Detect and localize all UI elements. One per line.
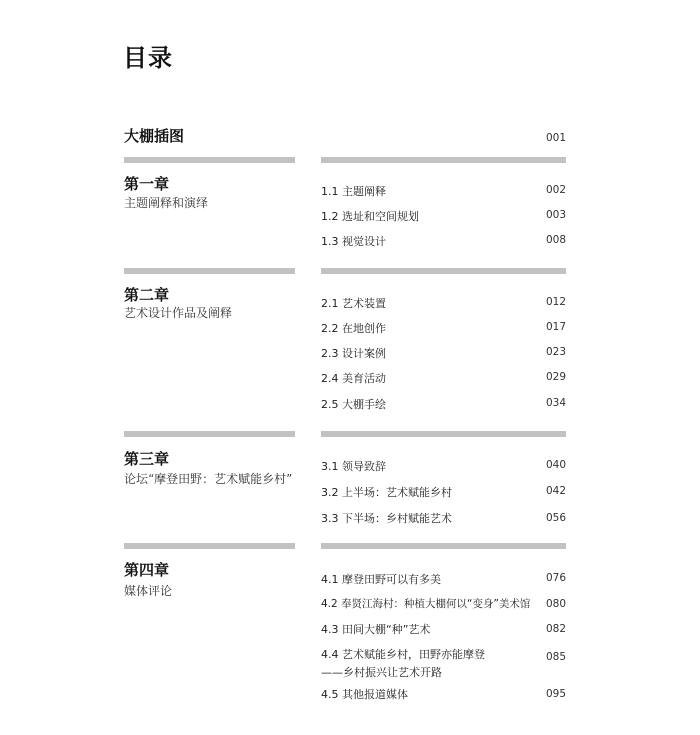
toc-entry-2-3[interactable]: 2.3 设计案例 — [321, 347, 386, 360]
toc-entry-4-3[interactable]: 4.3 田间大棚“种”艺术 — [321, 623, 431, 636]
chapter-4-divider-left — [124, 543, 295, 549]
chapter-4-divider-right — [321, 543, 566, 549]
chapter-1-subtitle: 主题阐释和演绎 — [124, 196, 209, 210]
toc-page-2-4: 029 — [545, 371, 566, 383]
chapter-1-heading: 第一章 — [124, 175, 170, 193]
chapter-3-divider-right — [321, 431, 566, 437]
toc-entry-1-2[interactable]: 1.2 选址和空间规划 — [321, 210, 419, 223]
toc-page-3-1: 040 — [545, 459, 566, 471]
toc-page-2-5: 034 — [545, 397, 566, 409]
toc-page-4-3: 082 — [545, 623, 566, 635]
toc-entry-4-4-subtitle[interactable]: ——乡村振兴让艺术开路 — [321, 666, 442, 679]
toc-page-2-2: 017 — [545, 321, 566, 333]
top-entry-title[interactable]: 大棚插图 — [124, 127, 185, 145]
toc-page-1-2: 003 — [545, 209, 566, 221]
chapter-4-subtitle: 媒体评论 — [124, 584, 173, 598]
toc-entry-2-2[interactable]: 2.2 在地创作 — [321, 322, 386, 335]
chapter-3-heading: 第三章 — [124, 450, 170, 468]
chapter-3-divider-left — [124, 431, 295, 437]
toc-page-1-3: 008 — [545, 234, 566, 246]
chapter-2-subtitle: 艺术设计作品及阐释 — [124, 306, 233, 320]
chapter-2-divider-left — [124, 268, 295, 274]
chapter-2-heading: 第二章 — [124, 286, 170, 304]
toc-page-2-3: 023 — [545, 346, 566, 358]
toc-entry-3-1[interactable]: 3.1 领导致辞 — [321, 460, 386, 473]
toc-entry-4-5[interactable]: 4.5 其他报道媒体 — [321, 688, 408, 701]
chapter-4-heading: 第四章 — [124, 561, 170, 579]
toc-entry-1-3[interactable]: 1.3 视觉设计 — [321, 235, 386, 248]
toc-page-4-1: 076 — [545, 572, 566, 584]
toc-entry-4-1[interactable]: 4.1 摩登田野可以有多美 — [321, 573, 441, 586]
toc-entry-2-5[interactable]: 2.5 大棚手绘 — [321, 398, 386, 411]
toc-entry-1-1[interactable]: 1.1 主题阐释 — [321, 185, 386, 198]
chapter-1-divider-left — [124, 157, 295, 163]
toc-entry-3-3[interactable]: 3.3 下半场：乡村赋能艺术 — [321, 512, 452, 525]
toc-entry-4-2[interactable]: 4.2 奉贤江海村：种植大棚何以“变身”美术馆 — [321, 598, 531, 610]
toc-entry-2-1[interactable]: 2.1 艺术装置 — [321, 297, 386, 310]
chapter-1-divider-right — [321, 157, 566, 163]
toc-page-4-4: 085 — [545, 651, 566, 663]
toc-entry-4-4[interactable]: 4.4 艺术赋能乡村，田野亦能摩登 — [321, 648, 485, 661]
chapter-2-divider-right — [321, 268, 566, 274]
top-entry-page: 001 — [545, 132, 566, 144]
toc-page-3-2: 042 — [545, 485, 566, 497]
toc-entry-2-4[interactable]: 2.4 美育活动 — [321, 372, 386, 385]
toc-page-1-1: 002 — [545, 184, 566, 196]
toc-page-2-1: 012 — [545, 296, 566, 308]
toc-page-4-5: 095 — [545, 688, 566, 700]
toc-page-3-3: 056 — [545, 512, 566, 524]
page-title: 目录 — [123, 44, 173, 72]
toc-entry-3-2[interactable]: 3.2 上半场：艺术赋能乡村 — [321, 486, 452, 499]
chapter-3-subtitle: 论坛“摩登田野：艺术赋能乡村” — [124, 472, 293, 486]
toc-page-4-2: 080 — [545, 598, 566, 610]
